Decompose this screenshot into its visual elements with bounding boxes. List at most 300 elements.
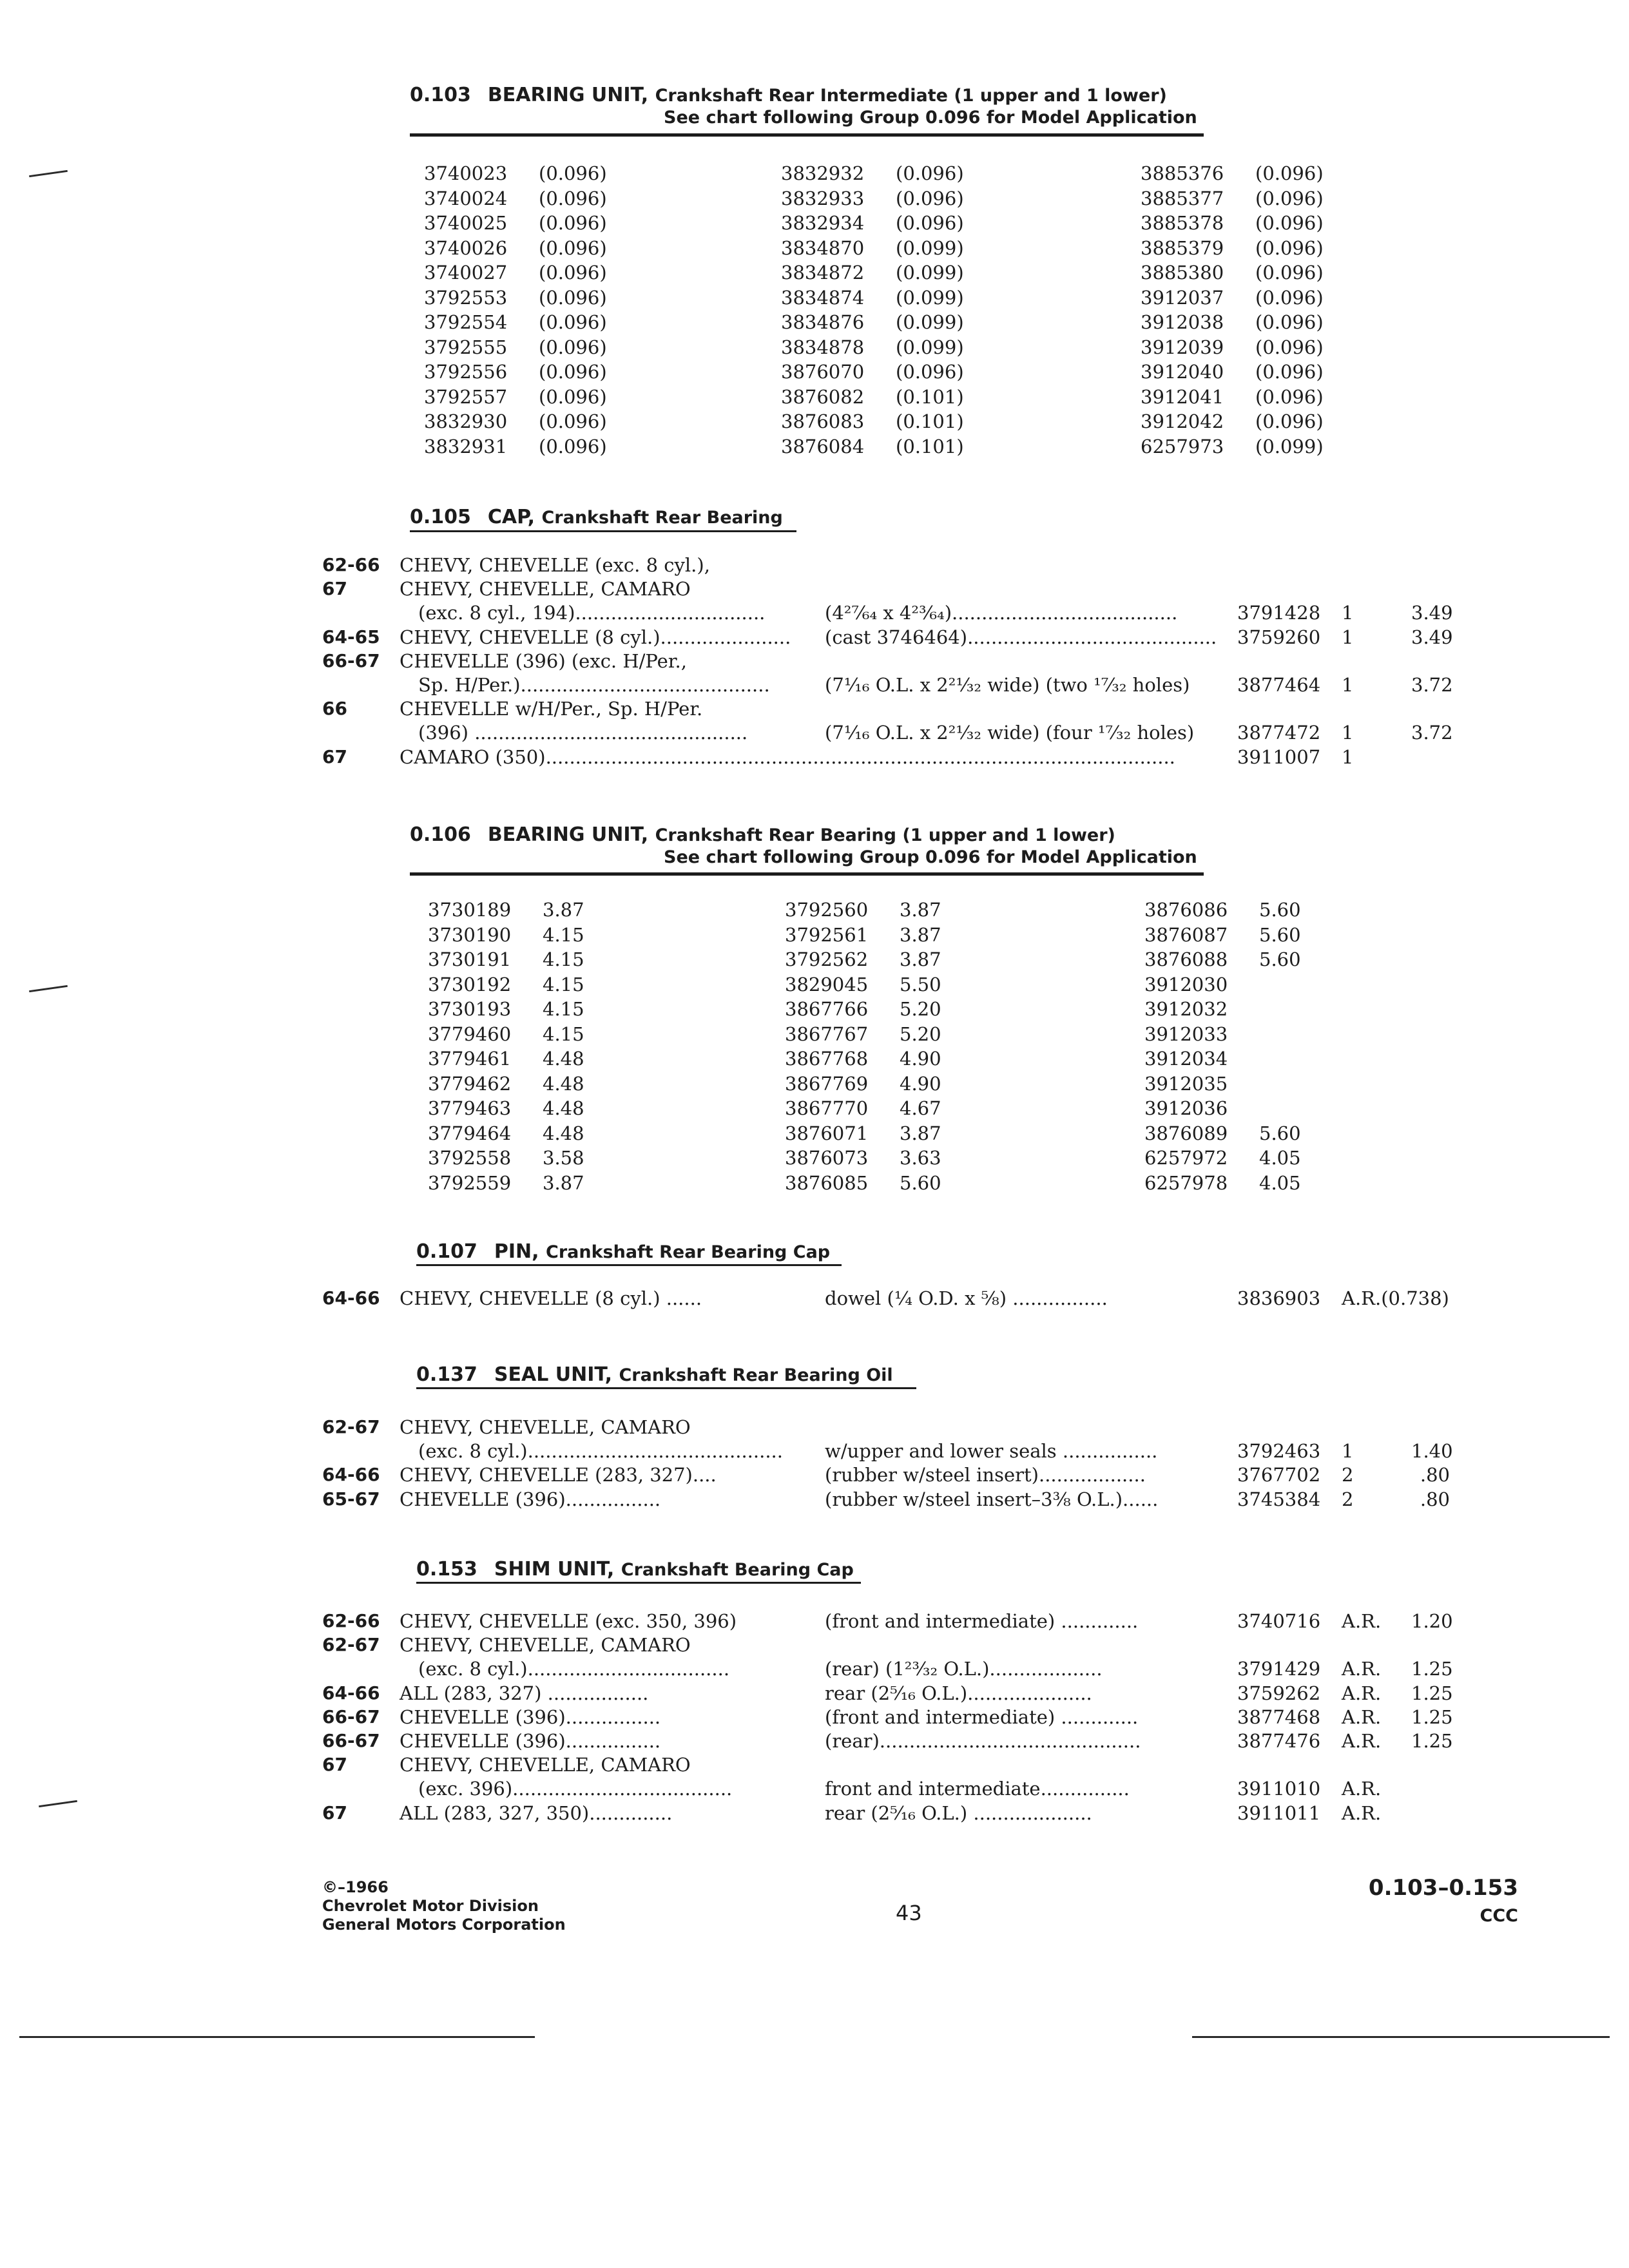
model-years: 64-66 (322, 1464, 380, 1486)
chart-row (428, 1171, 686, 1196)
chart-row (781, 285, 1039, 311)
part-number: 3885377 (1141, 187, 1224, 209)
chart-value: 5.60 (1259, 899, 1301, 921)
chart-row (785, 1022, 1043, 1047)
application-desc: CHEVY, CHEVELLE (8 cyl.) ...... (400, 1287, 702, 1309)
chart-row (428, 898, 686, 923)
chart-row (1144, 1121, 1402, 1146)
chart-value: 4.05 (1259, 1147, 1301, 1169)
part-number: 3792556 (424, 361, 508, 383)
chart-value: 4.48 (543, 1122, 584, 1144)
part-number: 3876083 (781, 410, 865, 432)
list-price: 3.49 (1411, 626, 1453, 648)
chart-value: 5.60 (900, 1171, 941, 1194)
footer-reference (1369, 1874, 1518, 1930)
part-number: 3740023 (424, 162, 508, 184)
chart-row (1141, 310, 1398, 335)
chart-value: (0.099) (896, 286, 964, 309)
part-number: 3876087 (1144, 923, 1228, 946)
part-number: 3867768 (785, 1048, 869, 1070)
part-number: 3730191 (428, 948, 512, 970)
application-desc: CHEVELLE w/H/Per., Sp. H/Per. (400, 698, 703, 720)
chart-value: (0.096) (896, 361, 964, 383)
chart-row (1144, 1022, 1402, 1047)
section-number: 0.107 (416, 1240, 477, 1263)
chart-value: 4.15 (543, 973, 584, 995)
chart-row (428, 997, 686, 1022)
section-0-137-rule (416, 1387, 916, 1389)
section-0-105-heading (410, 506, 783, 530)
chart-row (1141, 211, 1398, 236)
part-description: front and intermediate............... (825, 1778, 1130, 1800)
chart-value: 3.87 (900, 899, 941, 921)
application-desc: CHEVY, CHEVELLE (exc. 350, 396) (400, 1610, 737, 1632)
section-number: 0.137 (416, 1363, 477, 1386)
part-description: (rear)............................................ (825, 1730, 1141, 1752)
quantity: A.R. (1342, 1778, 1382, 1800)
part-number: 3792562 (785, 948, 869, 970)
part-number: 3877476 (1237, 1730, 1321, 1752)
chart-row (428, 1022, 686, 1047)
part-number: 3767702 (1237, 1464, 1321, 1486)
section-title-rest: Crankshaft Rear Bearing Cap (546, 1242, 831, 1262)
part-number: 3792559 (428, 1171, 512, 1194)
section-title-main: BEARING UNIT, (487, 823, 649, 846)
chart-value: 3.87 (900, 948, 941, 970)
part-number: 3740027 (424, 262, 508, 284)
section-title-rest: Crankshaft Rear Intermediate (1 upper and 1 lower) (655, 86, 1167, 106)
part-number: 3792554 (424, 311, 508, 333)
chart-value: 4.90 (900, 1072, 941, 1095)
chart-value: (0.101) (896, 385, 964, 408)
part-number: 3740024 (424, 187, 508, 209)
part-number: 3877464 (1237, 674, 1321, 696)
part-number: 3876089 (1144, 1122, 1228, 1144)
chart-row (428, 923, 686, 948)
section-title-main: BEARING UNIT, (487, 84, 649, 106)
part-description: (cast 3746464).......................................... (825, 626, 1217, 648)
chart-value: (0.096) (896, 187, 964, 209)
part-number: 3836903 (1237, 1287, 1321, 1309)
chart-row (424, 409, 682, 434)
chart-row (781, 409, 1039, 434)
part-number: 3885378 (1141, 212, 1224, 234)
org-line-2: General Motors Corporation (322, 1916, 566, 1934)
list-price: 1.25 (1411, 1658, 1453, 1680)
part-description: (7¹⁄₁₆ O.L. x 2²¹⁄₃₂ wide) (four ¹⁷⁄₃₂ holes) (825, 722, 1195, 744)
chart-value: 5.60 (1259, 923, 1301, 946)
chart-value: (0.096) (539, 236, 607, 259)
part-number: 3730189 (428, 899, 512, 921)
section-0-103-subtitle: See chart following Group 0.096 for Model Application (664, 108, 1197, 128)
chart-row (1144, 1146, 1402, 1171)
part-number: 3779464 (428, 1122, 512, 1144)
model-years: 64-65 (322, 626, 380, 648)
part-number: 3876070 (781, 361, 865, 383)
application-desc: CHEVY, CHEVELLE (exc. 8 cyl.), (400, 554, 710, 576)
chart-row (424, 434, 682, 459)
bottom-rule-left (19, 2036, 535, 2038)
part-number: 3876073 (785, 1147, 869, 1169)
chart-row (785, 898, 1043, 923)
chart-row (424, 260, 682, 285)
part-number: 3791429 (1237, 1658, 1321, 1680)
chart-row (781, 310, 1039, 335)
chart-row (1141, 409, 1398, 434)
margin-mark (39, 1800, 77, 1807)
chart-value: (0.096) (1255, 385, 1324, 408)
part-number: 3912035 (1144, 1072, 1228, 1095)
application-desc: CHEVY, CHEVELLE, CAMARO (400, 1416, 691, 1438)
part-number: 3876088 (1144, 948, 1228, 970)
quantity: 1 (1342, 674, 1354, 696)
chart-row (1144, 997, 1402, 1022)
part-number: 3792553 (424, 286, 508, 309)
chart-row (781, 161, 1039, 186)
section-number: 0.106 (410, 823, 471, 846)
model-years: 62-67 (322, 1416, 380, 1437)
chart-row (785, 972, 1043, 997)
part-number: 3912033 (1144, 1023, 1228, 1045)
margin-mark (29, 985, 68, 992)
part-number: 3779462 (428, 1072, 512, 1095)
chart-row (785, 947, 1043, 972)
part-number: 3730190 (428, 923, 512, 946)
application-desc: CHEVY, CHEVELLE (283, 327).... (400, 1464, 717, 1486)
chart-value: (0.096) (1255, 187, 1324, 209)
section-number: 0.103 (410, 84, 471, 106)
chart-row (781, 186, 1039, 211)
application-desc: CHEVELLE (396)................ (400, 1488, 661, 1510)
chart-row (1144, 898, 1402, 923)
part-number: 3832931 (424, 435, 508, 457)
org-line-1: Chevrolet Motor Division (322, 1897, 539, 1915)
model-years: 66 (322, 698, 347, 720)
part-number: 3885379 (1141, 236, 1224, 259)
section-0-106-subtitle: See chart following Group 0.096 for Model Application (664, 847, 1197, 867)
chart-value: (0.096) (1255, 162, 1324, 184)
chart-row (424, 161, 682, 186)
chart-row (424, 211, 682, 236)
chart-row (781, 434, 1039, 459)
quantity: A.R.(0.738) (1342, 1287, 1449, 1309)
chart-0-103-col-3 (1141, 161, 1398, 459)
part-number: 3832930 (424, 410, 508, 432)
chart-value: (0.096) (1255, 236, 1324, 259)
chart-row (428, 972, 686, 997)
chart-value: 3.87 (900, 1122, 941, 1144)
part-number: 6257978 (1144, 1171, 1228, 1194)
chart-row (428, 1046, 686, 1072)
application-desc: (exc. 8 cyl.)........................................... (400, 1440, 783, 1463)
part-number: 3730192 (428, 973, 512, 995)
list-price: 3.49 (1411, 602, 1453, 624)
model-years: 65-67 (322, 1488, 380, 1510)
chart-row (781, 260, 1039, 285)
part-number: 3834878 (781, 336, 865, 358)
part-description: (front and intermediate) ............. (825, 1610, 1139, 1632)
chart-value: 4.67 (900, 1097, 941, 1119)
model-years: 67 (322, 745, 347, 767)
chart-row (428, 1121, 686, 1146)
chart-0-106-col-2 (785, 898, 1043, 1195)
part-description: ........................................................... (825, 745, 1175, 768)
chart-row (424, 310, 682, 335)
chart-value: (0.099) (896, 262, 964, 284)
section-0-107-heading (416, 1240, 830, 1264)
application-desc: (exc. 396)..................................... (400, 1778, 733, 1800)
part-number: 3834874 (781, 286, 865, 309)
application-desc: ALL (283, 327, 350).............. (400, 1802, 673, 1824)
part-number: 3792558 (428, 1147, 512, 1169)
part-number: 3885376 (1141, 162, 1224, 184)
chart-value: (0.096) (896, 162, 964, 184)
section-title-main: SHIM UNIT, (494, 1558, 615, 1581)
chart-value: 4.90 (900, 1048, 941, 1070)
part-description: rear (2⁵⁄₁₆ O.L.) .................... (825, 1802, 1092, 1824)
quantity: A.R. (1342, 1658, 1382, 1680)
chart-row (1144, 947, 1402, 972)
chart-value: (0.096) (539, 435, 607, 457)
chart-value: 5.20 (900, 998, 941, 1020)
chart-value: (0.096) (539, 311, 607, 333)
model-years: 64-66 (322, 1682, 380, 1704)
chart-value: (0.099) (896, 311, 964, 333)
chart-value: (0.099) (896, 336, 964, 358)
chart-value: 4.15 (543, 998, 584, 1020)
chart-value: 5.60 (1259, 948, 1301, 970)
chart-value: 5.60 (1259, 1122, 1301, 1144)
part-number: 3740025 (424, 212, 508, 234)
part-number: 3912038 (1141, 311, 1224, 333)
part-description: dowel (¼ O.D. x ⅝) ................ (825, 1287, 1108, 1309)
quantity: A.R. (1342, 1610, 1382, 1632)
chart-row (424, 360, 682, 385)
application-desc: CAMARO (350)............................................... (400, 745, 825, 768)
chart-row (785, 1072, 1043, 1097)
chart-row (1144, 1171, 1402, 1196)
section-title-main: PIN, (494, 1240, 539, 1263)
section-0-153-rule (416, 1582, 861, 1584)
part-number: 3759260 (1237, 626, 1321, 648)
section-title-rest: Crankshaft Rear Bearing (541, 508, 783, 528)
chart-row (1141, 186, 1398, 211)
chart-row (781, 360, 1039, 385)
chart-value: (0.101) (896, 410, 964, 432)
part-description: (front and intermediate) ............. (825, 1706, 1139, 1728)
application-desc: CHEVY, CHEVELLE, CAMARO (400, 1634, 691, 1657)
part-number: 3792560 (785, 899, 869, 921)
chart-value: 4.15 (543, 923, 584, 946)
section-number: 0.153 (416, 1558, 477, 1581)
list-price: 1.20 (1411, 1610, 1453, 1632)
chart-value: (0.099) (1255, 435, 1324, 457)
chart-row (1144, 923, 1402, 948)
application-desc: ALL (283, 327) ................. (400, 1682, 649, 1704)
chart-row (781, 335, 1039, 360)
chart-value: (0.096) (1255, 262, 1324, 284)
part-number: 3829045 (785, 973, 869, 995)
chart-value: 5.50 (900, 973, 941, 995)
chart-row (428, 1072, 686, 1097)
chart-row (424, 236, 682, 261)
chart-row (424, 285, 682, 311)
chart-value: 3.87 (543, 1171, 584, 1194)
chart-row (1141, 434, 1398, 459)
application-desc: CHEVY, CHEVELLE, CAMARO (400, 578, 691, 601)
part-number: 3876085 (785, 1171, 869, 1194)
quantity: 1 (1342, 722, 1354, 744)
chart-value: (0.096) (1255, 410, 1324, 432)
part-number: 3867766 (785, 998, 869, 1020)
chart-row (1141, 385, 1398, 410)
part-number: 3912039 (1141, 336, 1224, 358)
chart-value: 4.48 (543, 1072, 584, 1095)
chart-0-103-col-1 (424, 161, 682, 459)
part-number: 3779461 (428, 1048, 512, 1070)
section-0-103-rule (410, 133, 1204, 137)
part-number: 3792555 (424, 336, 508, 358)
part-number: 3912034 (1144, 1048, 1228, 1070)
chart-value: 3.87 (543, 899, 584, 921)
chart-value: (0.096) (539, 162, 607, 184)
chart-value: (0.096) (539, 212, 607, 234)
part-number: 3832933 (781, 187, 865, 209)
model-years: 67 (322, 1802, 347, 1823)
part-number: 3834876 (781, 311, 865, 333)
part-number: 3792557 (424, 385, 508, 408)
chart-row (424, 385, 682, 410)
section-0-103-heading (410, 84, 1167, 108)
part-number: 3834872 (781, 262, 865, 284)
chart-row (1141, 260, 1398, 285)
chart-row (1144, 1072, 1402, 1097)
chart-value: 5.20 (900, 1023, 941, 1045)
chart-row (1144, 1046, 1402, 1072)
list-price: 1.25 (1411, 1730, 1453, 1752)
quantity: 2 (1342, 1488, 1354, 1510)
part-number: 3832932 (781, 162, 865, 184)
part-number: 3912036 (1144, 1097, 1228, 1119)
chart-row (1141, 236, 1398, 261)
list-price: 3.72 (1411, 722, 1453, 744)
model-years: 66-67 (322, 1706, 380, 1727)
quantity: 1 (1342, 745, 1354, 768)
chart-row (781, 236, 1039, 261)
chart-value: (0.096) (539, 336, 607, 358)
chart-row (1141, 161, 1398, 186)
section-title-rest: Crankshaft Bearing Cap (621, 1560, 854, 1580)
chart-value: (0.101) (896, 435, 964, 457)
list-price: 1.40 (1411, 1440, 1453, 1463)
quantity: 1 (1342, 602, 1354, 624)
bottom-rule-right (1192, 2036, 1610, 2038)
part-number: 3779460 (428, 1023, 512, 1045)
chart-value: 4.15 (543, 1023, 584, 1045)
part-description: (7¹⁄₁₆ O.L. x 2²¹⁄₃₂ wide) (two ¹⁷⁄₃₂ holes) (825, 674, 1190, 696)
list-price: .80 (1420, 1464, 1450, 1486)
part-number: 3792463 (1237, 1440, 1321, 1463)
chart-0-106-col-3 (1144, 898, 1402, 1195)
part-number: 3912037 (1141, 286, 1224, 309)
application-desc: CHEVELLE (396)................ (400, 1730, 661, 1752)
section-0-105-rule (410, 530, 796, 532)
footer-copyright (322, 1878, 566, 1934)
chart-row (785, 923, 1043, 948)
part-number: 3912042 (1141, 410, 1224, 432)
model-years: 67 (322, 578, 347, 600)
quantity: A.R. (1342, 1730, 1382, 1752)
section-number: 0.105 (410, 506, 471, 528)
chart-row (428, 1096, 686, 1121)
chart-value: (0.096) (1255, 286, 1324, 309)
quantity: A.R. (1342, 1706, 1382, 1728)
chart-value: (0.096) (896, 212, 964, 234)
chart-value: 4.05 (1259, 1171, 1301, 1194)
chart-row (1141, 360, 1398, 385)
part-number: 3912041 (1141, 385, 1224, 408)
application-desc: CHEVELLE (396)................ (400, 1706, 661, 1728)
quantity: 2 (1342, 1464, 1354, 1486)
application-desc: CHEVY, CHEVELLE (8 cyl.)...................... (400, 626, 791, 648)
list-price: 1.25 (1411, 1706, 1453, 1728)
quantity: A.R. (1342, 1802, 1382, 1824)
part-number: 3730193 (428, 998, 512, 1020)
chart-value: (0.096) (1255, 311, 1324, 333)
application-desc: (exc. 8 cyl.).................................. (400, 1658, 730, 1680)
part-number: 3834870 (781, 236, 865, 259)
section-0-137-heading (416, 1363, 893, 1387)
part-number: 3912040 (1141, 361, 1224, 383)
part-number: 3885380 (1141, 262, 1224, 284)
chart-row (785, 1171, 1043, 1196)
chart-row (1141, 285, 1398, 311)
part-description: (rubber w/steel insert–3⅜ O.L.)...... (825, 1488, 1159, 1510)
part-number: 3876082 (781, 385, 865, 408)
chart-row (785, 1121, 1043, 1146)
chart-value: (0.099) (896, 236, 964, 259)
application-desc: CHEVY, CHEVELLE, CAMARO (400, 1754, 691, 1776)
chart-value: 3.87 (900, 923, 941, 946)
list-price: 1.25 (1411, 1682, 1453, 1704)
model-years: 62-66 (322, 1610, 380, 1631)
copyright-year: ©–1966 (322, 1878, 389, 1896)
page-number: 43 (896, 1901, 922, 1925)
model-years: 62-67 (322, 1634, 380, 1656)
chart-value: (0.096) (539, 262, 607, 284)
part-description: (rubber w/steel insert).................. (825, 1464, 1146, 1486)
application-desc: Sp. H/Per.).......................................... (400, 674, 770, 696)
chart-row (1141, 335, 1398, 360)
chart-value: (0.096) (539, 410, 607, 432)
margin-mark (29, 170, 68, 177)
model-years: 67 (322, 1754, 347, 1776)
chart-row (428, 1146, 686, 1171)
part-number: 6257972 (1144, 1147, 1228, 1169)
part-number: 3912032 (1144, 998, 1228, 1020)
chart-row (785, 1046, 1043, 1072)
chart-value: 4.48 (543, 1048, 584, 1070)
quantity: A.R. (1342, 1682, 1382, 1704)
part-number: 3740026 (424, 236, 508, 259)
part-number: 3876084 (781, 435, 865, 457)
section-0-153-heading (416, 1558, 854, 1582)
part-number: 3867769 (785, 1072, 869, 1095)
chart-row (785, 997, 1043, 1022)
part-number: 3832934 (781, 212, 865, 234)
part-number: 3779463 (428, 1097, 512, 1119)
section-title-rest: Crankshaft Rear Bearing Oil (619, 1365, 893, 1385)
